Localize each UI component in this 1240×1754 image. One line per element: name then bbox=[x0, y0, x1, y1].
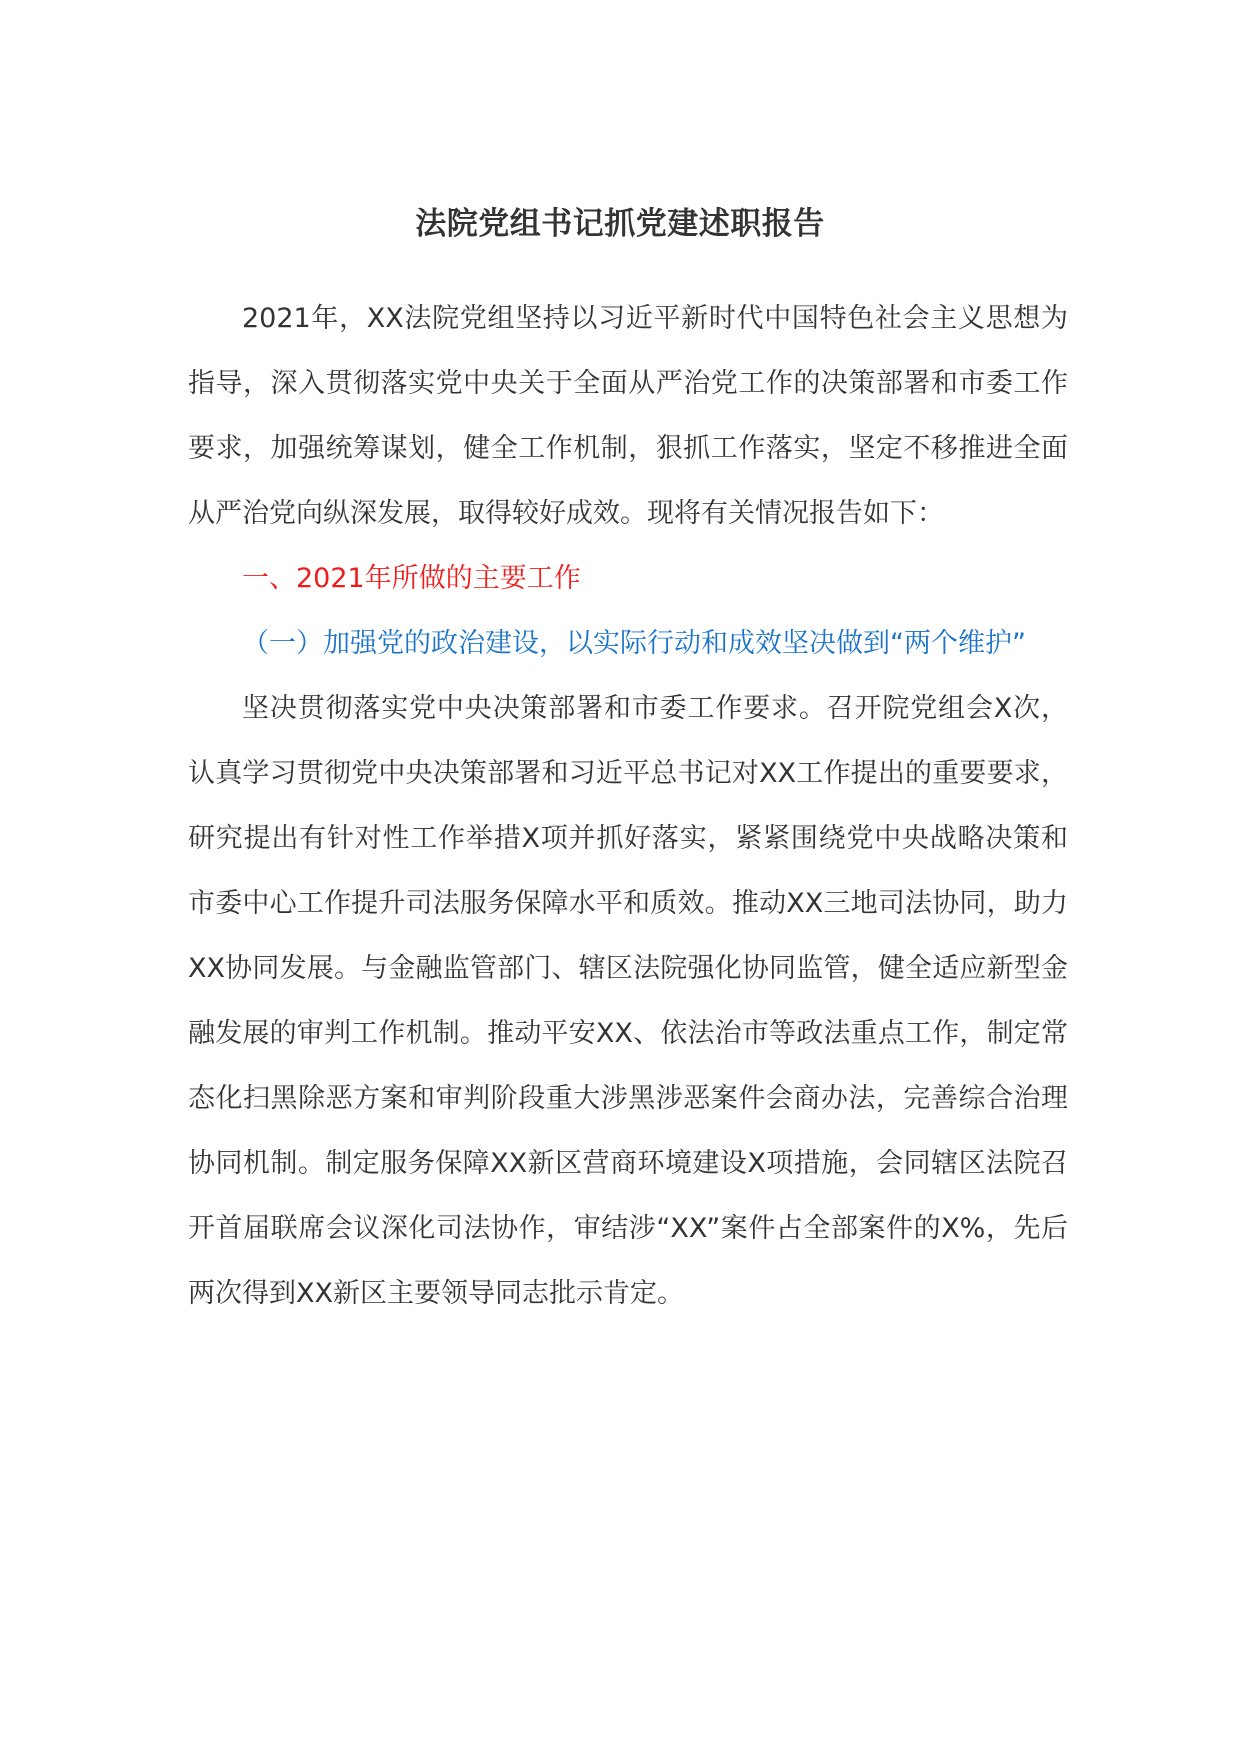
body-paragraph: 坚决贯彻落实党中央决策部署和市委工作要求。召开院党组会X次，认真学习贯彻党中央决策部署和习近平总书记对XX工作提出的重要要求，研究提出有针对性工作举措X项并抓好落实，紧紧围绕党中央战略决策和市委中心工作提升司法服务保障水平和质效。推动XX三地司法协同，助力XX协同发展。与金融监管部门、辖区法院强化协同监管，健全适应新型金融发展的审判工作机制。推动平安XX、依法治市等政法重点工作，制定常态化扫黑除恶方案和审判阶段重大涉黑涉恶案件会商办法，完善综合治理协同机制。制定服务保障XX新区营商环境建设X项措施，会同辖区法院召开首届联席会议深化司法协作，审结涉“XX”案件占全部案件的X%，先后两次得到XX新区主要领导同志批示肯定。 bbox=[188, 693, 1068, 1309]
document-body bbox=[188, 286, 1068, 1326]
document-title: 法院党组书记抓党建述职报告 bbox=[415, 206, 825, 242]
subsection-heading: （一）加强党的政治建设，以实际行动和成效坚决做到“两个维护” bbox=[242, 628, 1026, 659]
intro-paragraph: 2021年，XX法院党组坚持以习近平新时代中国特色社会主义思想为指导，深入贯彻落实党中央关于全面从严治党工作的决策部署和市委工作要求，加强统筹谋划，健全工作机制，狠抓工作落实，坚定不移推进全面从严治党向纵深发展，取得较好成效。现将有关情况报告如下： bbox=[188, 303, 1068, 529]
section-heading: 一、2021年所做的主要工作 bbox=[242, 563, 581, 594]
